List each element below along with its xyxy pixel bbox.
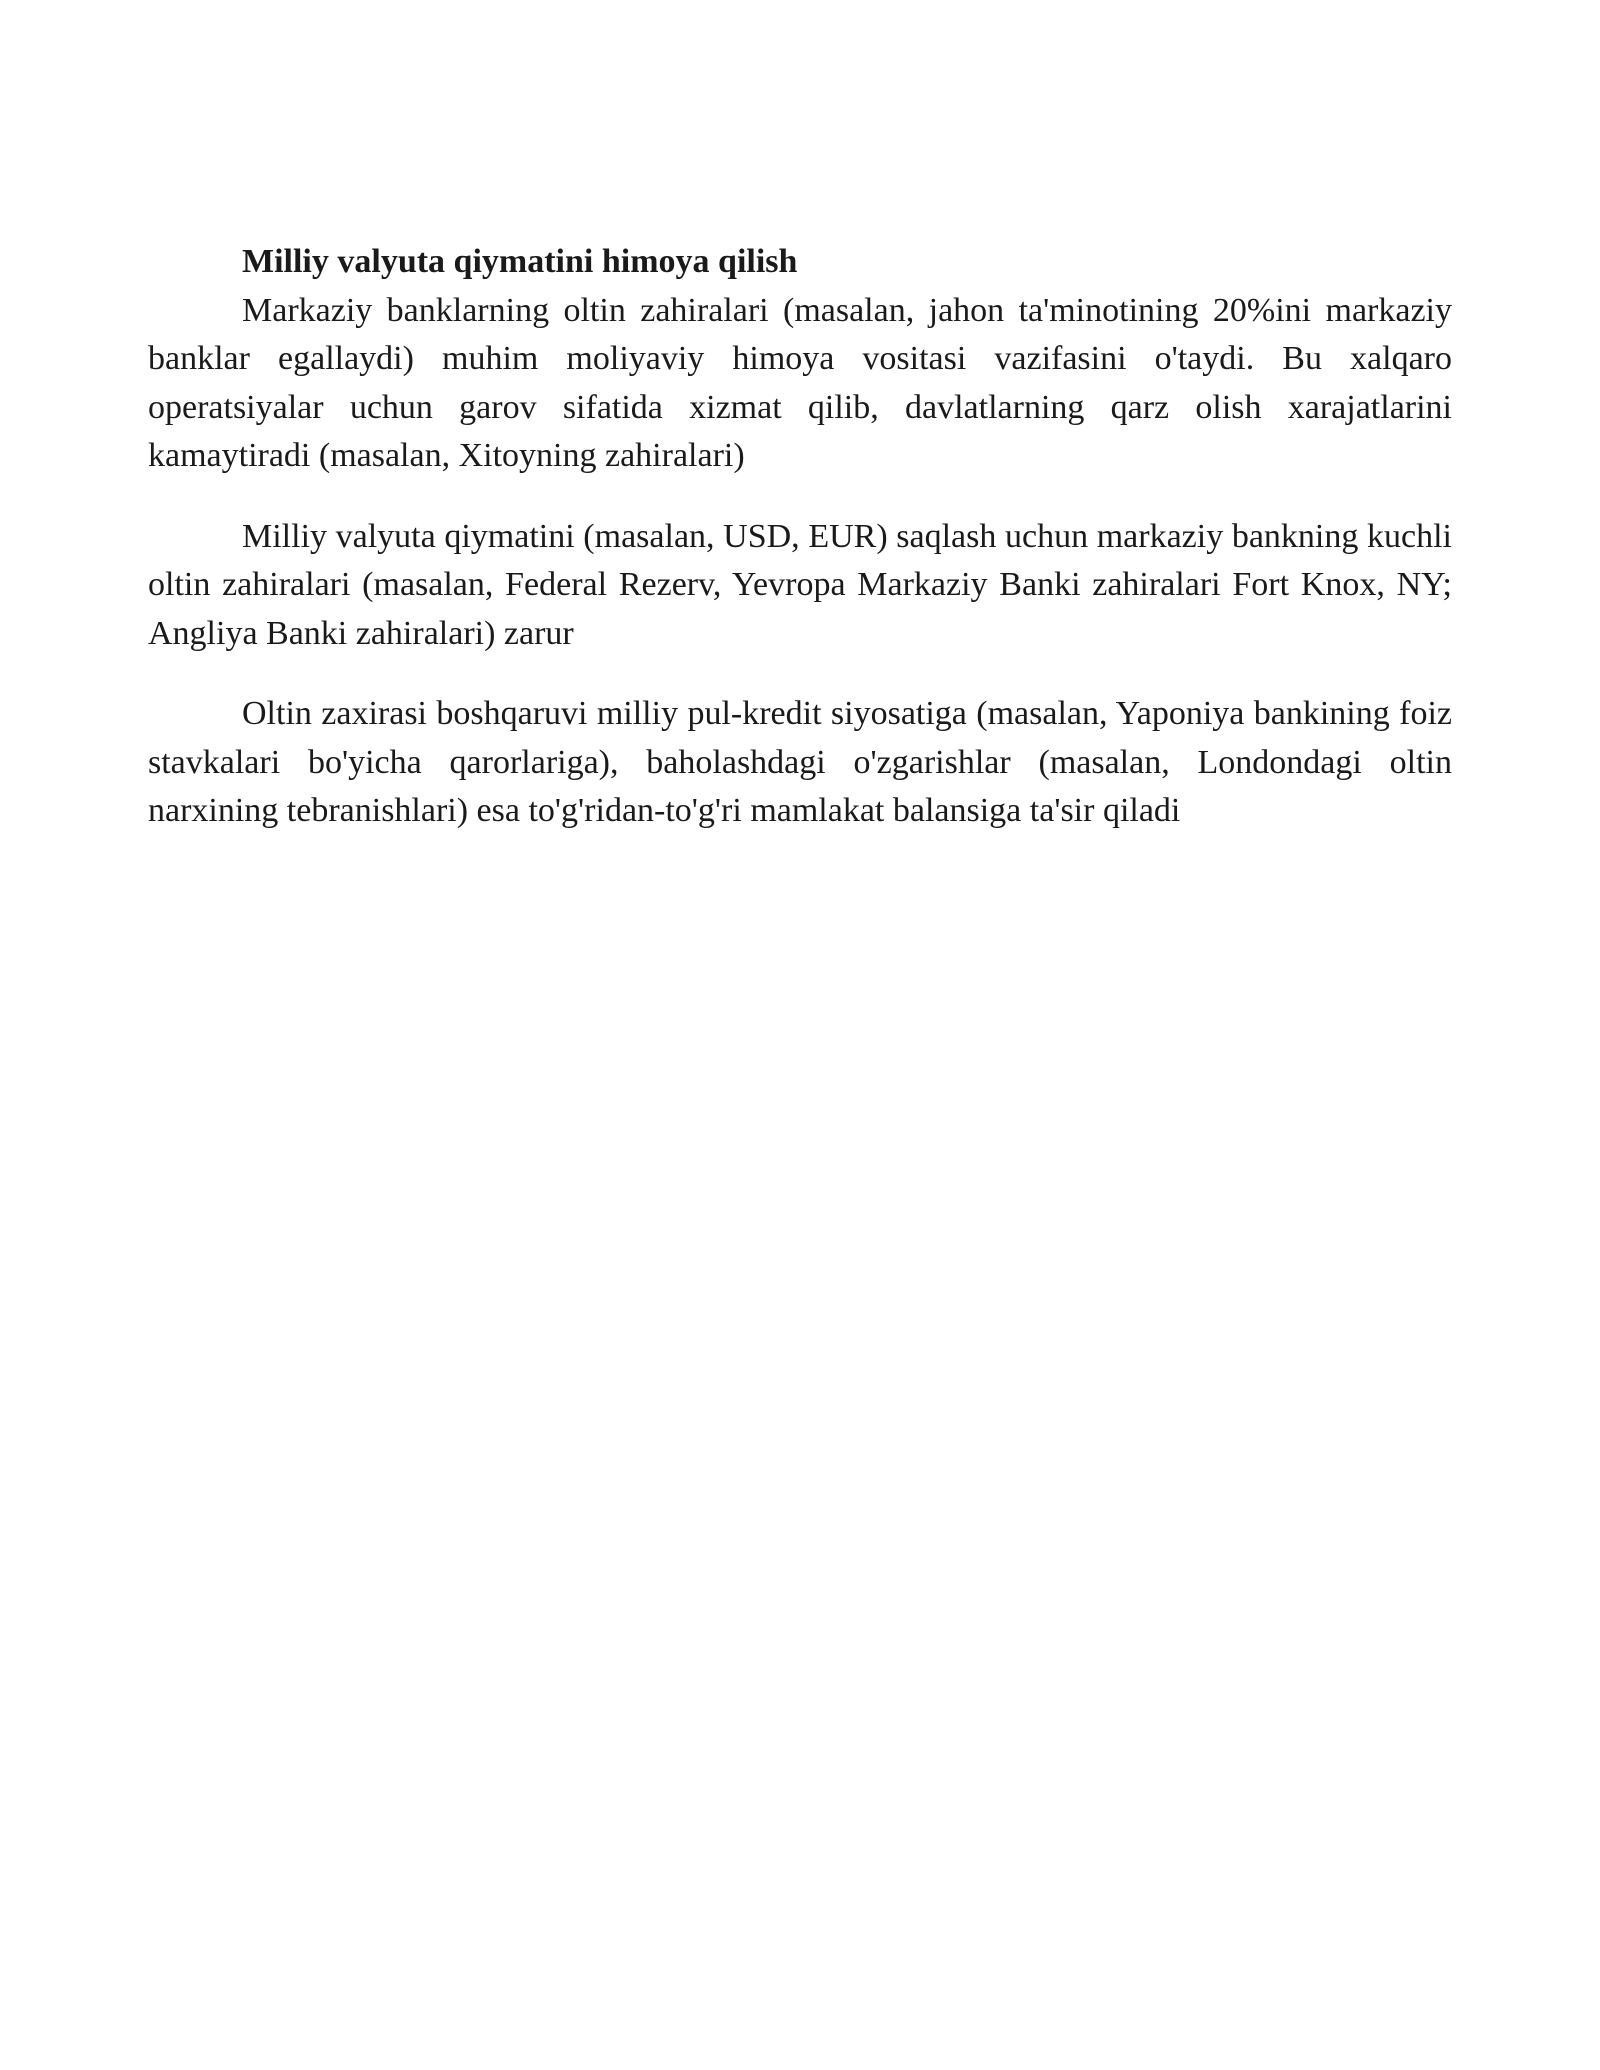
document-body (148, 238, 1452, 836)
paragraph-2: Milliy valyuta qiymatini (masalan, USD, EUR) saqlash uchun markaziy bankning kuchli oltin zahiralari (masalan, Federal Rezerv, Yevropa Markaziy Banki zahiralari Fort Knox, NY; Angliya Banki zahiralari) zarur (148, 517, 1452, 652)
paragraph-3: Oltin zaxirasi boshqaruvi milliy pul-kredit siyosatiga (masalan, Yaponiya bankining foiz stavkalari bo'yicha qarorlariga), baholashdagi o'zgarishlar (masalan, Londondagi oltin narxining tebranishlari) esa to'g'ridan-to'g'ri mamlakat balansiga ta'sir qiladi (148, 695, 1452, 829)
paragraph-1: Markaziy banklarning oltin zahiralari (masalan, jahon ta'minotining 20%ini markaziy banklar egallaydi) muhim moliyaviy himoya vositasi vazifasini o'taydi. Bu xalqaro operatsiyalar uchun garov sifatida xizmat qilib, davlatlarning qarz olish xarajatlarini kamaytiradi (masalan, Xitoyning zahiralari) (148, 291, 1452, 474)
section-heading: Milliy valyuta qiymatini himoya qilish (242, 243, 798, 280)
